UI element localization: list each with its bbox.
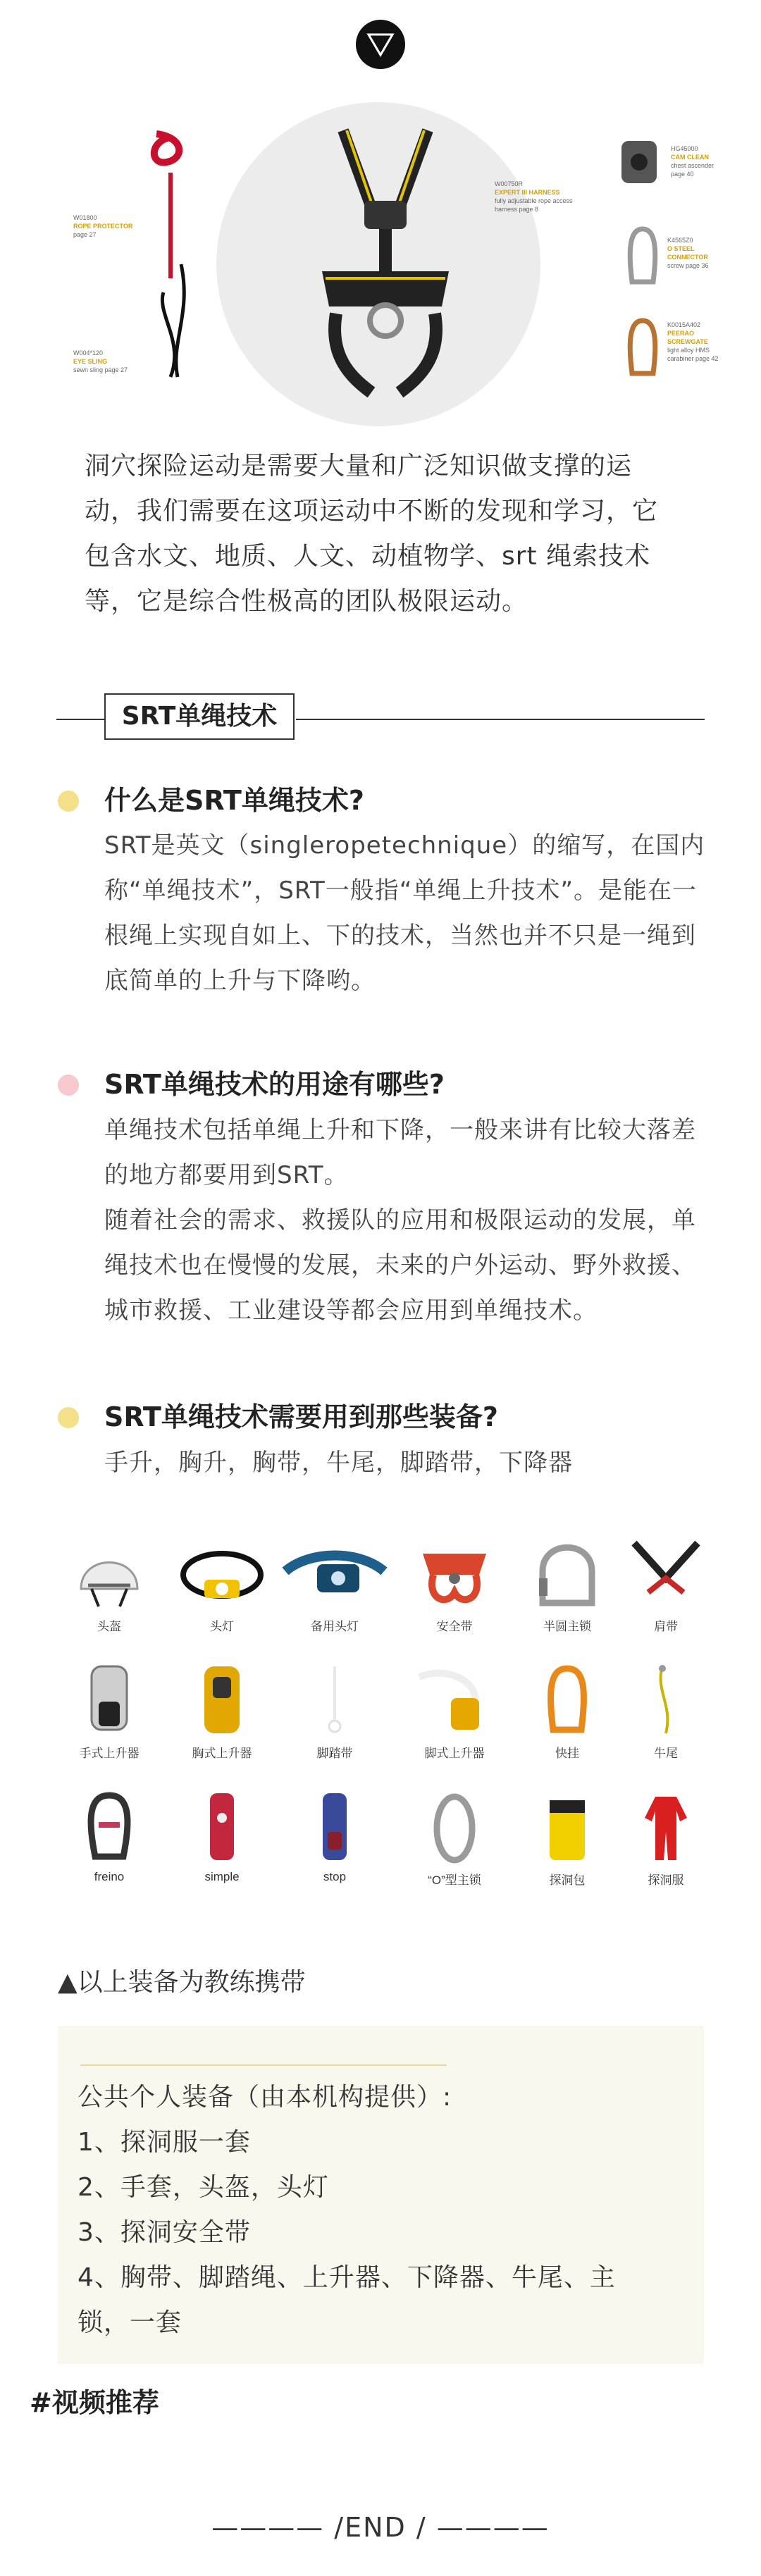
coach-equipment-note: ▲以上装备为教练携带 xyxy=(58,1968,306,1997)
equipment-label: 手式上升器 xyxy=(79,1747,140,1760)
public-equipment-item: 2、手套，头盔，头灯 xyxy=(78,2173,329,2202)
question-title: SRT单绳技术需要用到那些装备? xyxy=(104,1401,498,1432)
equipment-item xyxy=(282,1536,388,1656)
quickdraw-icon xyxy=(528,1663,606,1740)
equipment-item xyxy=(514,1536,620,1656)
spare-headlamp-icon xyxy=(282,1536,388,1614)
foot-ascender-icon xyxy=(412,1663,497,1740)
equipment-label: 半圆主锁 xyxy=(543,1620,591,1633)
equipment-item xyxy=(402,1536,507,1656)
o-carabiner-icon xyxy=(416,1790,493,1867)
question-title: SRT单绳技术的用途有哪些? xyxy=(104,1069,445,1100)
equipment-label: 牛尾 xyxy=(654,1747,678,1760)
harness-icon xyxy=(412,1536,497,1614)
equipment-item xyxy=(514,1663,620,1783)
intro-paragraph: 洞穴探险运动是需要大量和广泛知识做支撑的运动，我们需要在这项运动中不断的发现和学习，它包含水文、地质、人文、动植物学、srt 绳索技术等，它是综合性极高的团队极限运动。 xyxy=(85,452,659,616)
equipment-label: 备用头灯 xyxy=(311,1620,359,1633)
foot-loop-icon xyxy=(296,1663,373,1740)
freino-icon xyxy=(70,1790,148,1867)
cave-suit-icon xyxy=(627,1790,705,1867)
question-answer: 单绳技术包括单绳上升和下降，一般来讲有比较大落差的地方都要用到SRT。 xyxy=(104,1116,696,1189)
equipment-label: 脚踏带 xyxy=(316,1747,353,1760)
equipment-item xyxy=(402,1663,507,1783)
public-equipment-item: 3、探洞安全带 xyxy=(78,2218,251,2247)
equipment-item xyxy=(169,1536,275,1656)
simple-descender-icon xyxy=(183,1790,261,1867)
equipment-item xyxy=(613,1790,719,1909)
helmet-icon xyxy=(70,1536,148,1614)
public-equipment-box xyxy=(58,2026,704,2364)
steel-connector-icon xyxy=(625,225,660,289)
equipment-label: 肩带 xyxy=(654,1620,678,1633)
section-divider-right xyxy=(296,719,705,720)
equipment-item xyxy=(56,1663,162,1783)
equipment-label: 脚式上升器 xyxy=(424,1747,485,1760)
chest-ascender-icon xyxy=(183,1663,261,1740)
screwgate-carabiner-icon xyxy=(625,317,660,380)
triangle-logo-icon xyxy=(366,32,395,58)
section-divider-left xyxy=(56,719,106,720)
box-divider xyxy=(80,2064,447,2066)
rope-protector-icon xyxy=(142,130,192,384)
equipment-label: 快挂 xyxy=(555,1747,579,1760)
equipment-item xyxy=(514,1790,620,1909)
hand-ascender-icon xyxy=(70,1663,148,1740)
hero-caption-screwgate: K0015A402 PEERAO SCREWGATE light alloy HMS carabiner page 42 xyxy=(667,321,719,362)
public-equipment-item: 1、探洞服一套 xyxy=(78,2128,251,2157)
equipment-grid xyxy=(56,1536,733,1916)
equipment-item xyxy=(613,1663,719,1783)
product-hero-image xyxy=(58,130,719,392)
equipment-item xyxy=(169,1790,275,1909)
brand-logo xyxy=(356,20,405,69)
equipment-item xyxy=(282,1663,388,1783)
bullet-dot-yellow xyxy=(58,791,79,812)
equipment-label: 头灯 xyxy=(210,1620,234,1633)
stop-descender-icon xyxy=(296,1790,373,1867)
video-recommend-link[interactable]: #视频推荐 xyxy=(30,2387,159,2418)
equipment-label: “O”型主锁 xyxy=(428,1874,481,1887)
equipment-item xyxy=(282,1790,388,1909)
equipment-item xyxy=(56,1790,162,1909)
hero-caption-eye-sling: W004*120 EYE SLING sewn sling page 27 xyxy=(73,349,128,373)
headlamp-icon xyxy=(176,1536,268,1614)
public-equipment-item: 锁，一套 xyxy=(78,2308,182,2337)
chest-strap-icon xyxy=(627,1536,705,1614)
equipment-label: 安全带 xyxy=(436,1620,473,1633)
equipment-item xyxy=(56,1536,162,1656)
equipment-label: 头盔 xyxy=(97,1620,121,1633)
hero-caption-steel-connector: K4565Z0 O STEEL CONNECTOR screw page 36 xyxy=(667,237,709,269)
question-answer: 随着社会的需求、救援队的应用和极限运动的发展，单绳技术也在慢慢的发展，未来的户外运动、野外救援、城市救援、工业建设等都会应用到单绳技术。 xyxy=(104,1206,696,1325)
lanyard-icon xyxy=(627,1663,705,1740)
equipment-item xyxy=(169,1663,275,1783)
equipment-item xyxy=(613,1536,719,1656)
bullet-dot-yellow xyxy=(58,1407,79,1428)
end-marker: ———— /END / ———— xyxy=(211,2512,550,2543)
equipment-label: 探洞包 xyxy=(549,1874,586,1887)
hero-caption-cam-clean: HG45000 CAM CLEAN chest ascender page 40 xyxy=(671,145,714,178)
public-equipment-item: 4、胸带、脚踏绳、上升器、下降器、牛尾、主 xyxy=(78,2263,616,2292)
full-body-harness-icon xyxy=(294,130,477,392)
hero-caption-harness: W00750R EXPERT III HARNESS fully adjustable rope access harness page 8 xyxy=(495,180,573,213)
question-answer: SRT是英文（singleropetechnique）的缩写，在国内称“单绳技术”，SRT一般指“单绳上升技术”。是能在一根绳上实现自如上、下的技术，当然也并不只是一绳到底简单的上升与下降哟。 xyxy=(104,831,705,995)
cam-clean-icon xyxy=(618,137,660,187)
equipment-label: freino xyxy=(94,1870,125,1883)
cave-bag-icon xyxy=(528,1790,606,1867)
equipment-label: simple xyxy=(204,1870,240,1883)
hero-caption-rope-protector: W01800 ROPE PROTECTOR page 27 xyxy=(73,214,133,238)
question-answer: 手升，胸升，胸带，牛尾，脚踏带，下降器 xyxy=(104,1449,573,1477)
equipment-label: stop xyxy=(323,1870,347,1883)
public-equipment-title: 公共个人装备（由本机构提供）: xyxy=(78,2083,452,2112)
semicircle-carabiner-icon xyxy=(528,1536,606,1614)
equipment-label: 探洞服 xyxy=(648,1874,684,1887)
bullet-dot-pink xyxy=(58,1075,79,1096)
equipment-label: 胸式上升器 xyxy=(192,1747,252,1760)
equipment-item xyxy=(402,1790,507,1909)
question-title: 什么是SRT单绳技术? xyxy=(104,785,364,816)
section-title: SRT单绳技术 xyxy=(104,693,295,740)
